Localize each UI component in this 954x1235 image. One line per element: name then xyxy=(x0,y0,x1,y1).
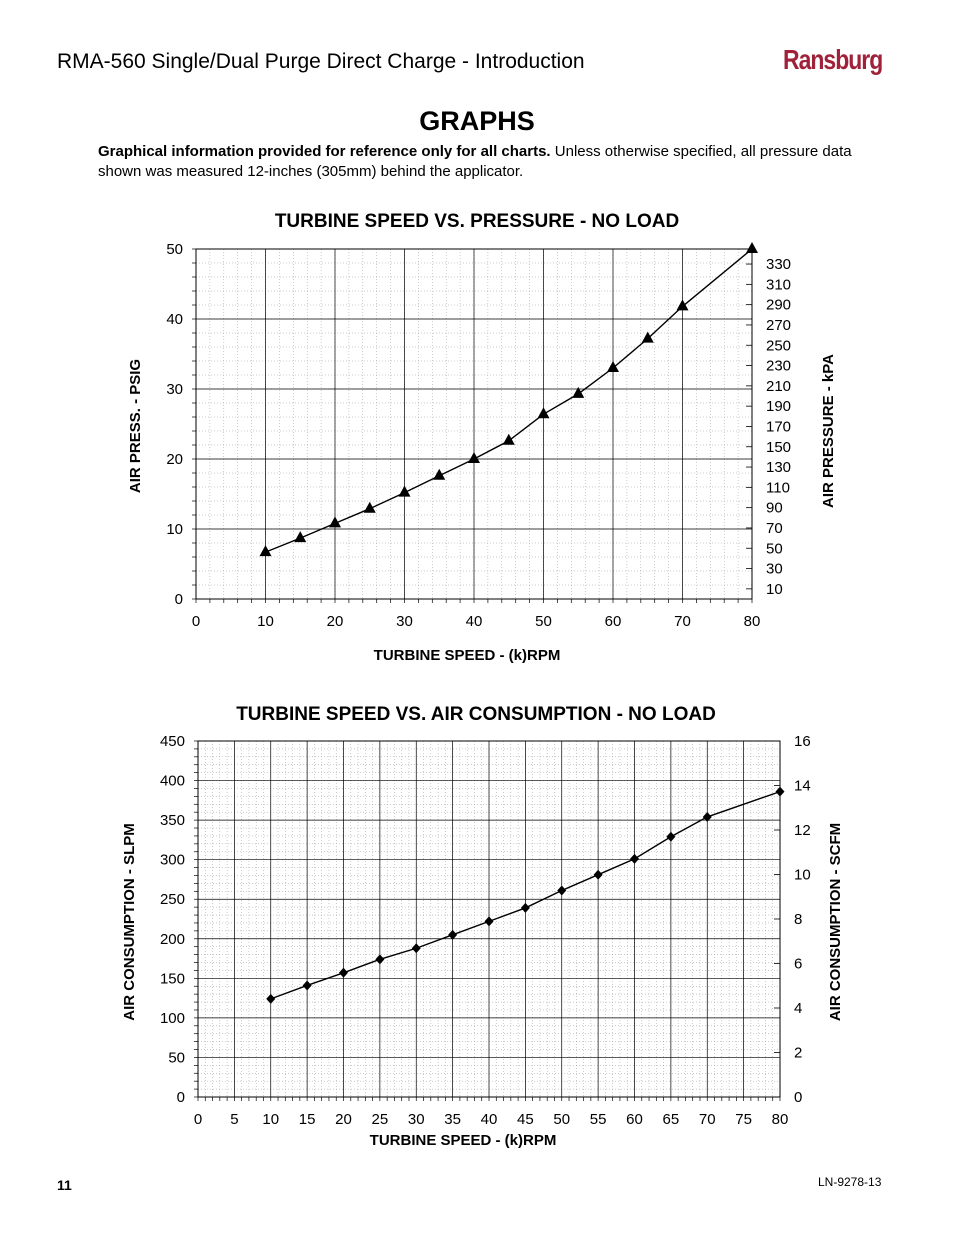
x-tick-label: 5 xyxy=(230,1111,239,1128)
y-tick-label: 150 xyxy=(159,970,185,988)
y2-tick-label: 110 xyxy=(766,479,790,497)
y2-tick-label: 150 xyxy=(766,438,792,456)
page-number: 11 xyxy=(57,1177,72,1193)
y2-tick-label: 290 xyxy=(766,296,792,314)
y-tick-label: 20 xyxy=(166,451,183,468)
data-point-marker xyxy=(776,787,785,797)
data-point-marker xyxy=(339,968,348,978)
y2-tick-label: 310 xyxy=(766,276,792,294)
y2-tick-label: 210 xyxy=(766,377,792,395)
y2-tick-label: 10 xyxy=(794,866,811,884)
y2-tick-label: 90 xyxy=(766,499,783,517)
y-tick-label: 200 xyxy=(159,930,185,948)
chart-title: TURBINE SPEED VS. PRESSURE - NO LOAD xyxy=(274,211,680,232)
x-tick-label: 15 xyxy=(298,1111,316,1128)
y2-tick-label: 50 xyxy=(766,540,783,558)
y2-tick-label: 2 xyxy=(794,1044,803,1062)
data-point-marker xyxy=(503,434,515,445)
plot-frame xyxy=(198,741,780,1097)
x-tick-label: 60 xyxy=(604,613,622,630)
data-point-marker xyxy=(399,486,411,497)
data-point-marker xyxy=(677,299,689,310)
x-axis-label: TURBINE SPEED - (k)RPM xyxy=(373,647,561,664)
data-point-marker xyxy=(521,903,530,913)
y-axis-label: AIR CONSUMPTION - SLPM xyxy=(121,823,138,1021)
x-tick-label: 80 xyxy=(743,613,761,630)
document-code: LN-9278-13 xyxy=(818,1175,882,1189)
data-point-marker xyxy=(746,242,758,253)
y2-tick-label: 270 xyxy=(766,316,792,334)
y-tick-label: 250 xyxy=(159,891,185,909)
data-point-marker xyxy=(375,954,384,964)
x-tick-label: 30 xyxy=(407,1111,425,1128)
x-tick-label: 0 xyxy=(191,613,201,630)
chart-title: TURBINE SPEED VS. AIR CONSUMPTION - NO LOAD xyxy=(236,704,716,725)
y-tick-label: 400 xyxy=(159,772,185,790)
y2-tick-label: 16 xyxy=(794,733,811,750)
plot-frame xyxy=(196,249,752,599)
data-point-marker xyxy=(557,886,566,896)
data-point-marker xyxy=(448,930,457,940)
y2-tick-label: 4 xyxy=(794,1000,803,1017)
x-tick-label: 50 xyxy=(553,1111,571,1128)
intro-text: Unless otherwise specified, all pressure data shown was measured 12-inches (305mm) behind the applicator. xyxy=(98,143,852,180)
x-tick-label: 20 xyxy=(326,613,344,630)
y-tick-label: 50 xyxy=(166,241,183,258)
data-point-marker xyxy=(594,870,603,880)
data-point-marker xyxy=(260,545,272,556)
y2-tick-label: 190 xyxy=(766,398,792,416)
x-tick-label: 10 xyxy=(262,1111,280,1128)
data-point-marker xyxy=(433,469,445,480)
data-point-marker xyxy=(538,407,550,418)
intro-bold-text: Graphical information provided for reference only for all charts. xyxy=(98,143,551,160)
x-tick-label: 25 xyxy=(371,1111,389,1128)
y2-axis-label: AIR PRESSURE - kPA xyxy=(820,354,837,508)
x-tick-label: 45 xyxy=(517,1111,534,1128)
x-tick-label: 40 xyxy=(465,613,483,630)
data-point-marker xyxy=(703,812,712,822)
y2-tick-label: 0 xyxy=(794,1089,803,1106)
y-tick-label: 40 xyxy=(166,311,183,328)
y2-tick-label: 330 xyxy=(766,256,792,274)
y2-tick-label: 6 xyxy=(794,955,803,973)
section-title: GRAPHS xyxy=(419,106,535,136)
y2-tick-label: 230 xyxy=(766,357,792,375)
data-point-marker xyxy=(572,387,584,398)
x-tick-label: 20 xyxy=(335,1111,352,1128)
y-axis-label: AIR PRESS. - PSIG xyxy=(127,358,144,494)
x-tick-label: 65 xyxy=(662,1111,680,1128)
x-tick-label: 40 xyxy=(480,1111,498,1128)
x-tick-label: 75 xyxy=(735,1111,752,1128)
y-tick-label: 10 xyxy=(166,521,183,538)
y-tick-label: 30 xyxy=(166,381,183,398)
data-point-marker xyxy=(294,531,306,542)
data-point-marker xyxy=(412,943,421,953)
data-point-marker xyxy=(468,452,480,463)
y2-tick-label: 170 xyxy=(766,418,792,436)
y2-tick-label: 130 xyxy=(766,459,792,477)
data-point-marker xyxy=(266,994,275,1004)
y2-tick-label: 8 xyxy=(794,911,803,928)
y-tick-label: 0 xyxy=(176,1089,185,1106)
x-tick-label: 0 xyxy=(193,1111,203,1128)
data-point-marker xyxy=(666,832,675,842)
x-tick-label: 35 xyxy=(444,1111,461,1128)
x-tick-label: 50 xyxy=(535,613,552,630)
y-tick-label: 300 xyxy=(159,851,185,869)
y-tick-label: 350 xyxy=(159,812,185,830)
y-tick-label: 450 xyxy=(159,733,185,750)
y2-axis-label: AIR CONSUMPTION - SCFM xyxy=(827,822,844,1022)
y-tick-label: 100 xyxy=(159,1009,185,1027)
data-point-marker xyxy=(607,361,619,372)
data-point-marker xyxy=(364,502,376,513)
brand-logo: Ransburg xyxy=(783,44,883,75)
data-point-marker xyxy=(642,332,654,343)
y2-tick-label: 70 xyxy=(766,519,783,537)
data-point-marker xyxy=(329,516,341,527)
data-point-marker xyxy=(485,916,494,926)
document-header-title: RMA-560 Single/Dual Purge Direct Charge - Introduction xyxy=(57,50,585,73)
y2-tick-label: 10 xyxy=(766,580,783,598)
x-tick-label: 80 xyxy=(771,1111,789,1128)
y2-tick-label: 14 xyxy=(794,777,811,795)
x-tick-label: 30 xyxy=(396,613,413,630)
intro-paragraph xyxy=(98,142,868,182)
series-line xyxy=(266,249,753,552)
series-line xyxy=(271,792,780,999)
y-tick-label: 0 xyxy=(174,591,183,608)
x-tick-label: 70 xyxy=(674,613,691,630)
y2-tick-label: 30 xyxy=(766,560,783,578)
x-tick-label: 10 xyxy=(257,613,274,630)
x-tick-label: 55 xyxy=(589,1111,607,1128)
data-point-marker xyxy=(630,854,639,864)
y2-tick-label: 250 xyxy=(766,337,792,355)
y2-tick-label: 12 xyxy=(794,822,811,839)
x-axis-label: TURBINE SPEED - (k)RPM xyxy=(369,1132,557,1149)
x-tick-label: 60 xyxy=(626,1111,643,1128)
y-tick-label: 50 xyxy=(168,1049,185,1067)
x-tick-label: 70 xyxy=(698,1111,716,1128)
data-point-marker xyxy=(303,980,312,990)
